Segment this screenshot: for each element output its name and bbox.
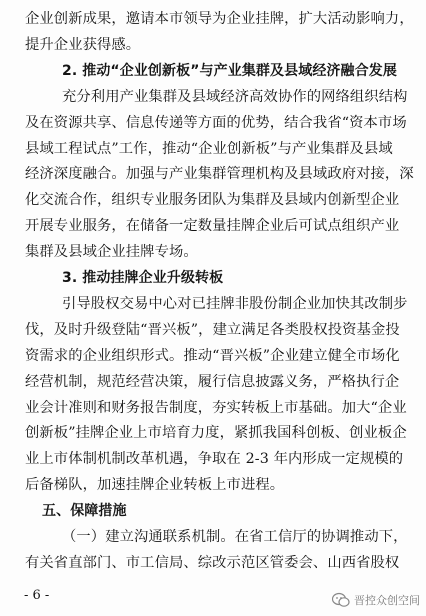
text-line: 创新板”挂牌企业上市培育力度，紧抓我国科创板、创业板企 bbox=[25, 425, 407, 441]
text-line: 化交流合作，组织专业服务团队为集群及县域内创新型企业 bbox=[25, 192, 400, 208]
text-line: 经营机制，规范经营决策，履行信息披露义务，严格执行企 bbox=[25, 374, 400, 390]
text-line: 县域工程试点”工作，推动“企业创新板”与产业集群及县域 bbox=[25, 141, 393, 157]
text-line: 企业创新成果，邀请本市领导为企业挂牌，扩大活动影响力， bbox=[25, 11, 414, 27]
watermark bbox=[332, 592, 420, 608]
text-line: 引导股权交易中心对已挂牌非股份制企业加快其改制步 bbox=[62, 296, 408, 312]
text-line: 及在资源共享、信息传递等方面的优势，结合我省“资本市场 bbox=[25, 115, 407, 131]
text-line: 开展专业服务，在储备一定数量挂牌企业后可试点组织产业 bbox=[25, 218, 400, 234]
section-heading: 3. 推动挂牌企业升级转板 bbox=[62, 270, 224, 286]
text-line: 伐，及时升级登陆“晋兴板”，建立满足各类股权投资基金投 bbox=[25, 322, 400, 338]
text-line: 资需求的企业组织形式。推动“晋兴板”企业建立健全市场化 bbox=[25, 348, 400, 364]
text-line: 业上市体制机制改革机遇，争取在 2-3 年内形成一定规模的 bbox=[25, 451, 404, 467]
page-number: - 6 - bbox=[24, 588, 50, 603]
text-line: 提升企业获得感。 bbox=[25, 37, 141, 53]
text-line: 经济深度融合。加强与产业集群管理机构及县域政府对接，深 bbox=[25, 166, 414, 182]
watermark-text: 晋控众创空间 bbox=[354, 594, 420, 607]
section-heading: 2. 推动“企业创新板”与产业集群及县域经济融合发展 bbox=[62, 63, 397, 79]
section-heading: 五、保障措施 bbox=[42, 503, 127, 519]
text-line: 业会计准则和财务报告制度，夯实转板上市基础。加大“企业 bbox=[25, 400, 407, 416]
text-line: 后备梯队，加速挂牌企业转板上市进程。 bbox=[25, 477, 285, 493]
text-line: 充分利用产业集群及县域经济高效协作的网络组织结构 bbox=[62, 89, 408, 105]
text-line: 集群及县域企业挂牌专场。 bbox=[25, 244, 198, 260]
wechat-icon bbox=[332, 592, 350, 608]
text-line: 有关省直部门、市工信局、综改示范区管委会、山西省股权 bbox=[25, 555, 400, 571]
text-line: （一）建立沟通联系机制。在省工信厅的协调推动下， bbox=[62, 529, 408, 545]
